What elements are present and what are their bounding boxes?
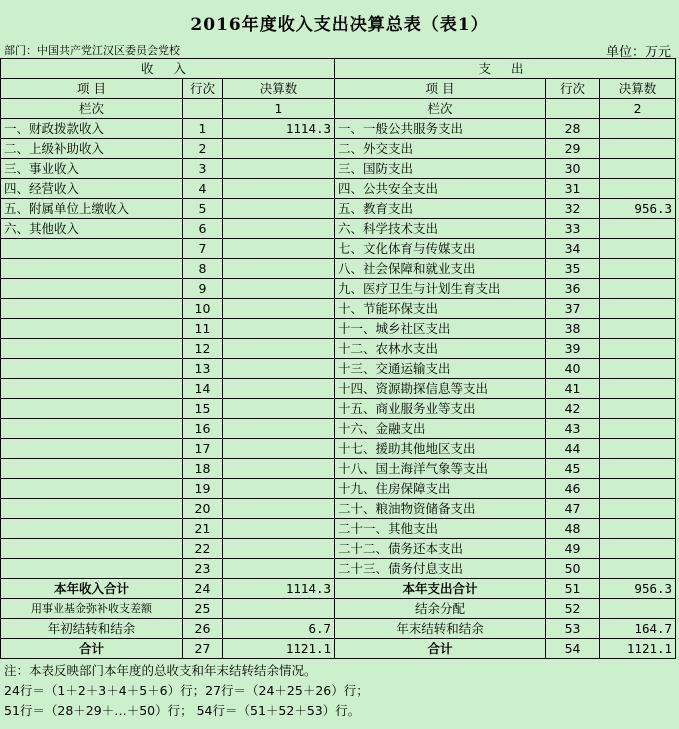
income-header: 收 入 [1, 59, 335, 79]
income-item: 二、上级补助收入 [1, 139, 183, 159]
expense-item: 一、一般公共服务支出 [335, 119, 546, 139]
table-row [1, 359, 676, 379]
income-row-number: 7 [183, 239, 223, 259]
income-amount [223, 399, 335, 419]
income-row-number: 12 [183, 339, 223, 359]
income-item [1, 519, 183, 539]
unit-label: 单位：万元 [605, 45, 671, 60]
expense-amount [600, 499, 676, 519]
income-item [1, 359, 183, 379]
footnote-line: 注：本表反映部门本年度的总收支和年末结转结余情况。 [4, 663, 317, 678]
expense-row-number: 32 [546, 199, 600, 219]
table-row [1, 519, 676, 539]
income-item-header: 项 目 [1, 79, 183, 99]
table-row [1, 319, 676, 339]
summary-table [0, 58, 676, 659]
income-row-number: 9 [183, 279, 223, 299]
expense-amount [600, 159, 676, 179]
table-row [1, 119, 676, 139]
expense-item: 二十二、债务还本支出 [335, 539, 546, 559]
income-row-number: 4 [183, 179, 223, 199]
table-row [1, 159, 676, 179]
expense-item: 十五、商业服务业等支出 [335, 399, 546, 419]
income-item [1, 379, 183, 399]
expense-amount [600, 419, 676, 439]
expense-item: 十四、资源勘探信息等支出 [335, 379, 546, 399]
income-row-number: 5 [183, 199, 223, 219]
income-amount [223, 519, 335, 539]
expense-row-number: 37 [546, 299, 600, 319]
income-amount [223, 479, 335, 499]
income-amount-header: 决算数 [223, 79, 335, 99]
income-amount [223, 279, 335, 299]
expense-row-number: 39 [546, 339, 600, 359]
income-item: 四、经营收入 [1, 179, 183, 199]
expense-item: 十九、住房保障支出 [335, 479, 546, 499]
expense-amount [600, 539, 676, 559]
table-row [1, 439, 676, 459]
expense-amount [600, 399, 676, 419]
income-item [1, 479, 183, 499]
income-col-index: 1 [223, 99, 335, 119]
table-row [1, 139, 676, 159]
expense-row-number: 40 [546, 359, 600, 379]
expense-amount [600, 179, 676, 199]
income-amount [223, 339, 335, 359]
income-item: 五、附属单位上缴收入 [1, 199, 183, 219]
income-row-number: 17 [183, 439, 223, 459]
income-amount [223, 159, 335, 179]
table-row [1, 239, 676, 259]
income-item: 三、事业收入 [1, 159, 183, 179]
expense-item: 十三、交通运输支出 [335, 359, 546, 379]
income-row-number: 1 [183, 119, 223, 139]
table-row [1, 179, 676, 199]
income-amount [223, 139, 335, 159]
table-row [1, 299, 676, 319]
expense-amount [600, 359, 676, 379]
income-item [1, 319, 183, 339]
summary-row [1, 619, 676, 639]
table-row [1, 499, 676, 519]
income-row-number: 3 [183, 159, 223, 179]
income-amount: 1114.3 [223, 119, 335, 139]
expense-row-number: 43 [546, 419, 600, 439]
expense-amount [600, 299, 676, 319]
table-row [1, 479, 676, 499]
income-amount [223, 219, 335, 239]
income-item [1, 419, 183, 439]
expense-item: 七、文化体育与传媒支出 [335, 239, 546, 259]
summary-row [1, 579, 676, 599]
expense-row-number: 38 [546, 319, 600, 339]
income-summary-item: 用事业基金弥补收支差额 [1, 599, 183, 619]
expense-amount [600, 279, 676, 299]
table-row [1, 279, 676, 299]
income-amount [223, 499, 335, 519]
table-row [1, 559, 676, 579]
expense-row-number: 50 [546, 559, 600, 579]
income-summary-amount [223, 599, 335, 619]
income-row-number: 15 [183, 399, 223, 419]
income-row-number: 8 [183, 259, 223, 279]
table-row [1, 419, 676, 439]
income-row-number: 6 [183, 219, 223, 239]
income-item [1, 559, 183, 579]
summary-row [1, 639, 676, 659]
expense-summary-amount: 956.3 [600, 579, 676, 599]
expense-summary-row-number: 52 [546, 599, 600, 619]
table-row [1, 539, 676, 559]
expense-item: 四、公共安全支出 [335, 179, 546, 199]
expense-header: 支 出 [335, 59, 676, 79]
expense-item: 十八、国土海洋气象等支出 [335, 459, 546, 479]
income-row-number: 14 [183, 379, 223, 399]
expense-row-number: 47 [546, 499, 600, 519]
income-amount [223, 539, 335, 559]
income-amount [223, 239, 335, 259]
income-summary-row-number: 27 [183, 639, 223, 659]
report-title: 2016年度收入支出决算总表（表1） [190, 15, 489, 35]
income-summary-row-number: 26 [183, 619, 223, 639]
income-rowno-header: 行次 [183, 79, 223, 99]
expense-summary-amount: 1121.1 [600, 639, 676, 659]
expense-summary-item: 本年支出合计 [335, 579, 546, 599]
expense-amount [600, 439, 676, 459]
income-item [1, 499, 183, 519]
income-row-number: 21 [183, 519, 223, 539]
expense-amount-header: 决算数 [600, 79, 676, 99]
income-summary-item: 年初结转和结余 [1, 619, 183, 639]
section-header-row [1, 59, 676, 79]
expense-amount [600, 379, 676, 399]
expense-summary-row-number: 51 [546, 579, 600, 599]
income-row-number: 2 [183, 139, 223, 159]
expense-item: 八、社会保障和就业支出 [335, 259, 546, 279]
expense-amount [600, 459, 676, 479]
income-amount [223, 299, 335, 319]
expense-item: 十七、援助其他地区支出 [335, 439, 546, 459]
expense-item: 三、国防支出 [335, 159, 546, 179]
table-row [1, 259, 676, 279]
expense-row-number: 28 [546, 119, 600, 139]
expense-col-index: 2 [600, 99, 676, 119]
expense-amount [600, 219, 676, 239]
expense-amount [600, 139, 676, 159]
income-summary-amount: 1121.1 [223, 639, 335, 659]
expense-amount [600, 239, 676, 259]
expense-amount [600, 319, 676, 339]
income-summary-row-number: 24 [183, 579, 223, 599]
expense-amount [600, 519, 676, 539]
expense-item: 五、教育支出 [335, 199, 546, 219]
expense-summary-row-number: 54 [546, 639, 600, 659]
table-row [1, 199, 676, 219]
expense-row-number: 31 [546, 179, 600, 199]
expense-amount [600, 559, 676, 579]
expense-amount [600, 259, 676, 279]
income-item [1, 279, 183, 299]
income-amount [223, 319, 335, 339]
income-item [1, 439, 183, 459]
income-row-number: 23 [183, 559, 223, 579]
income-row-number: 22 [183, 539, 223, 559]
expense-row-number: 36 [546, 279, 600, 299]
expense-item: 二十一、其他支出 [335, 519, 546, 539]
summary-row [1, 599, 676, 619]
expense-summary-row-number: 53 [546, 619, 600, 639]
expense-row-number: 41 [546, 379, 600, 399]
expense-summary-item: 合计 [335, 639, 546, 659]
income-amount [223, 439, 335, 459]
expense-amount [600, 119, 676, 139]
expense-summary-item: 结余分配 [335, 599, 546, 619]
expense-row-number: 30 [546, 159, 600, 179]
income-amount [223, 459, 335, 479]
income-summary-item: 本年收入合计 [1, 579, 183, 599]
income-summary-amount: 1114.3 [223, 579, 335, 599]
expense-amount: 956.3 [600, 199, 676, 219]
column-index-row [1, 99, 676, 119]
expense-row-number: 33 [546, 219, 600, 239]
income-row-number: 10 [183, 299, 223, 319]
table-row [1, 459, 676, 479]
expense-item: 六、科学技术支出 [335, 219, 546, 239]
income-amount [223, 179, 335, 199]
income-item [1, 399, 183, 419]
income-item [1, 239, 183, 259]
table-row [1, 339, 676, 359]
income-item: 一、财政拨款收入 [1, 119, 183, 139]
expense-rowno-header: 行次 [546, 79, 600, 99]
expense-item: 九、医疗卫生与计划生育支出 [335, 279, 546, 299]
expense-line-label: 栏次 [335, 99, 546, 119]
income-summary-item: 合计 [1, 639, 183, 659]
expense-item: 二十、粮油物资储备支出 [335, 499, 546, 519]
income-row-number: 13 [183, 359, 223, 379]
expense-row-number: 35 [546, 259, 600, 279]
expense-row-number: 48 [546, 519, 600, 539]
expense-row-number: 45 [546, 459, 600, 479]
expense-row-number: 34 [546, 239, 600, 259]
income-amount [223, 379, 335, 399]
column-header-row [1, 79, 676, 99]
income-amount [223, 199, 335, 219]
expense-item: 十六、金融支出 [335, 419, 546, 439]
income-row-number: 18 [183, 459, 223, 479]
income-line-label: 栏次 [1, 99, 183, 119]
expense-row-number: 46 [546, 479, 600, 499]
expense-item: 二十三、债务付息支出 [335, 559, 546, 579]
expense-amount [600, 479, 676, 499]
income-item [1, 299, 183, 319]
income-row-number: 11 [183, 319, 223, 339]
expense-summary-item: 年末结转和结余 [335, 619, 546, 639]
expense-summary-amount [600, 599, 676, 619]
income-item: 六、其他收入 [1, 219, 183, 239]
expense-amount [600, 339, 676, 359]
income-item [1, 259, 183, 279]
table-row [1, 379, 676, 399]
expense-row-number: 29 [546, 139, 600, 159]
income-row-number: 20 [183, 499, 223, 519]
expense-item: 十、节能环保支出 [335, 299, 546, 319]
footnote-line: 24行＝（1＋2＋3＋4＋5＋6）行；27行＝（24＋25＋26）行； [4, 683, 369, 698]
expense-item-header: 项 目 [335, 79, 546, 99]
income-row-number: 16 [183, 419, 223, 439]
income-item [1, 459, 183, 479]
expense-item: 十一、城乡社区支出 [335, 319, 546, 339]
income-summary-amount: 6.7 [223, 619, 335, 639]
income-amount [223, 419, 335, 439]
expense-summary-amount: 164.7 [600, 619, 676, 639]
expense-row-number: 49 [546, 539, 600, 559]
table-row [1, 219, 676, 239]
income-amount [223, 359, 335, 379]
expense-row-number: 44 [546, 439, 600, 459]
income-item [1, 539, 183, 559]
table-row [1, 399, 676, 419]
expense-item: 二、外交支出 [335, 139, 546, 159]
income-row-number: 19 [183, 479, 223, 499]
expense-row-number: 42 [546, 399, 600, 419]
income-amount [223, 259, 335, 279]
income-summary-row-number: 25 [183, 599, 223, 619]
department-label: 部门：中国共产党江汉区委员会党校 [4, 44, 180, 57]
income-amount [223, 559, 335, 579]
income-item [1, 339, 183, 359]
expense-item: 十二、农林水支出 [335, 339, 546, 359]
footnote-line: 51行＝（28＋29＋…＋50）行； 54行＝（51＋52＋53）行。 [4, 703, 361, 718]
